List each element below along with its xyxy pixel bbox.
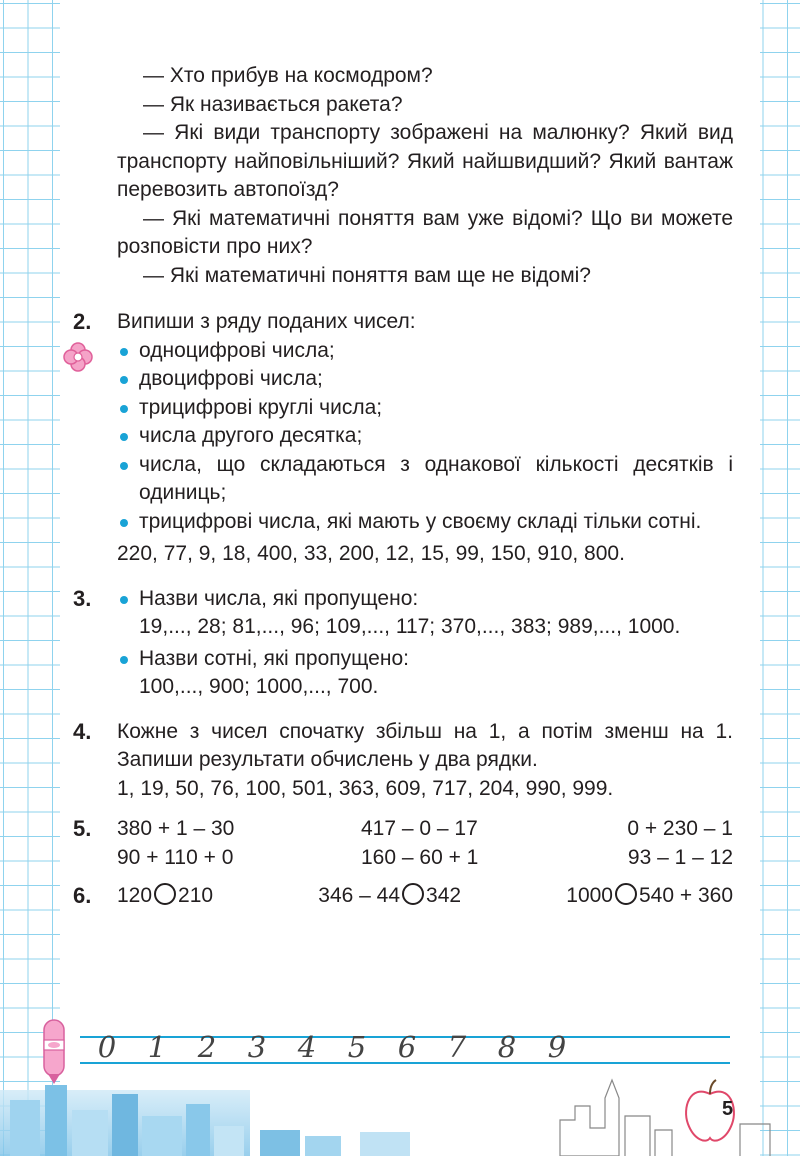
expression: 90 + 110 + 0 bbox=[117, 845, 234, 869]
exercise-3-sequence-1: 19,..., 28; 81,..., 96; 109,..., 117; 370,..., 383; 989,..., 1000. bbox=[139, 615, 681, 638]
exercise-number: 6. bbox=[73, 883, 92, 908]
comparison: 120 210 bbox=[117, 884, 214, 907]
flower-icon bbox=[62, 341, 94, 373]
exercise-3-list-2 bbox=[117, 645, 733, 674]
digit: 1 bbox=[147, 1030, 167, 1064]
intro-question-5: — Які математичні поняття вам ще не відомі? bbox=[143, 263, 591, 287]
exercise-number: 3. bbox=[73, 585, 92, 611]
digit: 7 bbox=[447, 1030, 467, 1064]
expression: 93 – 1 – 12 bbox=[627, 845, 733, 869]
list-item: Назви сотні, які пропущено: bbox=[117, 645, 733, 674]
digit: 3 bbox=[247, 1030, 267, 1064]
exercise-6 bbox=[73, 882, 733, 911]
exercise-3-list bbox=[117, 585, 733, 614]
digit: 8 bbox=[497, 1030, 517, 1064]
page-number: 5 bbox=[722, 1098, 734, 1120]
list-item: числа, що складаються з однакової кількості десятків і одиниць; bbox=[117, 451, 733, 508]
exercise-5-expressions bbox=[117, 815, 733, 872]
intro-question-4: — Які математичні поняття вам уже відомі? Що ви можете розповісти про них? bbox=[117, 206, 733, 258]
exercise-number: 4. bbox=[73, 718, 92, 744]
intro-question-1: — Хто прибув на космодром? bbox=[143, 64, 433, 87]
exercise-4-numbers: 1, 19, 50, 76, 100, 501, 363, 609, 717, 204, 990, 999. bbox=[117, 776, 614, 800]
exercise-number: 5. bbox=[73, 816, 92, 841]
list-item: числа другого десятка; bbox=[117, 422, 733, 451]
expression: 417 – 0 – 17 bbox=[361, 817, 478, 840]
list-item: Назви числа, які пропущено: bbox=[117, 585, 733, 614]
digit-samples bbox=[82, 1030, 582, 1064]
digit: 0 bbox=[97, 1030, 117, 1064]
exercise-5 bbox=[73, 815, 733, 872]
exercise-2 bbox=[73, 308, 733, 569]
expression: 160 – 60 + 1 bbox=[361, 845, 479, 869]
intro-question-2: — Як називається ракета? bbox=[143, 92, 403, 116]
list-item: двоцифрові числа; bbox=[117, 365, 733, 394]
list-item: трицифрові числа, які мають у своєму складі тільки сотні. bbox=[117, 508, 733, 537]
comparison: 1000 540 + 360 bbox=[566, 884, 733, 907]
exercise-4 bbox=[73, 718, 733, 804]
exercise-4-text: Кожне з чисел спочатку збільш на 1, а потім зменш на 1. Запиши результати обчислень у два рядки. bbox=[117, 719, 733, 771]
digit: 4 bbox=[297, 1030, 317, 1064]
compare-circle-icon[interactable] bbox=[615, 883, 637, 905]
exercise-2-title: Випиши з ряду поданих чисел: bbox=[117, 310, 416, 333]
exercise-3 bbox=[73, 585, 733, 702]
digit: 6 bbox=[397, 1030, 417, 1064]
expression: 0 + 230 – 1 bbox=[627, 817, 733, 840]
page-content bbox=[73, 62, 733, 911]
expression: 380 + 1 – 30 bbox=[117, 817, 235, 840]
exercise-3-sequence-2: 100,..., 900; 1000,..., 700. bbox=[139, 675, 379, 698]
exercise-6-comparisons bbox=[117, 882, 733, 911]
compare-circle-icon[interactable] bbox=[402, 883, 424, 905]
list-item: одноцифрові числа; bbox=[117, 337, 733, 366]
exercise-2-list bbox=[117, 337, 733, 537]
digit: 5 bbox=[347, 1030, 367, 1064]
comparison: 346 – 44 342 bbox=[318, 884, 462, 907]
compare-circle-icon[interactable] bbox=[154, 883, 176, 905]
list-item: трицифрові круглі числа; bbox=[117, 394, 733, 423]
digit: 9 bbox=[547, 1030, 567, 1064]
digit: 2 bbox=[197, 1030, 217, 1064]
exercise-number: 2. bbox=[73, 309, 92, 334]
intro-question-3: — Які види транспорту зображені на малюнку? Який вид транспорту найповільніший? Який найшвидший? Який вантаж перевозить автопоїзд? bbox=[117, 121, 733, 201]
exercise-2-numbers: 220, 77, 9, 18, 400, 33, 200, 12, 15, 99, 150, 910, 800. bbox=[117, 542, 625, 565]
